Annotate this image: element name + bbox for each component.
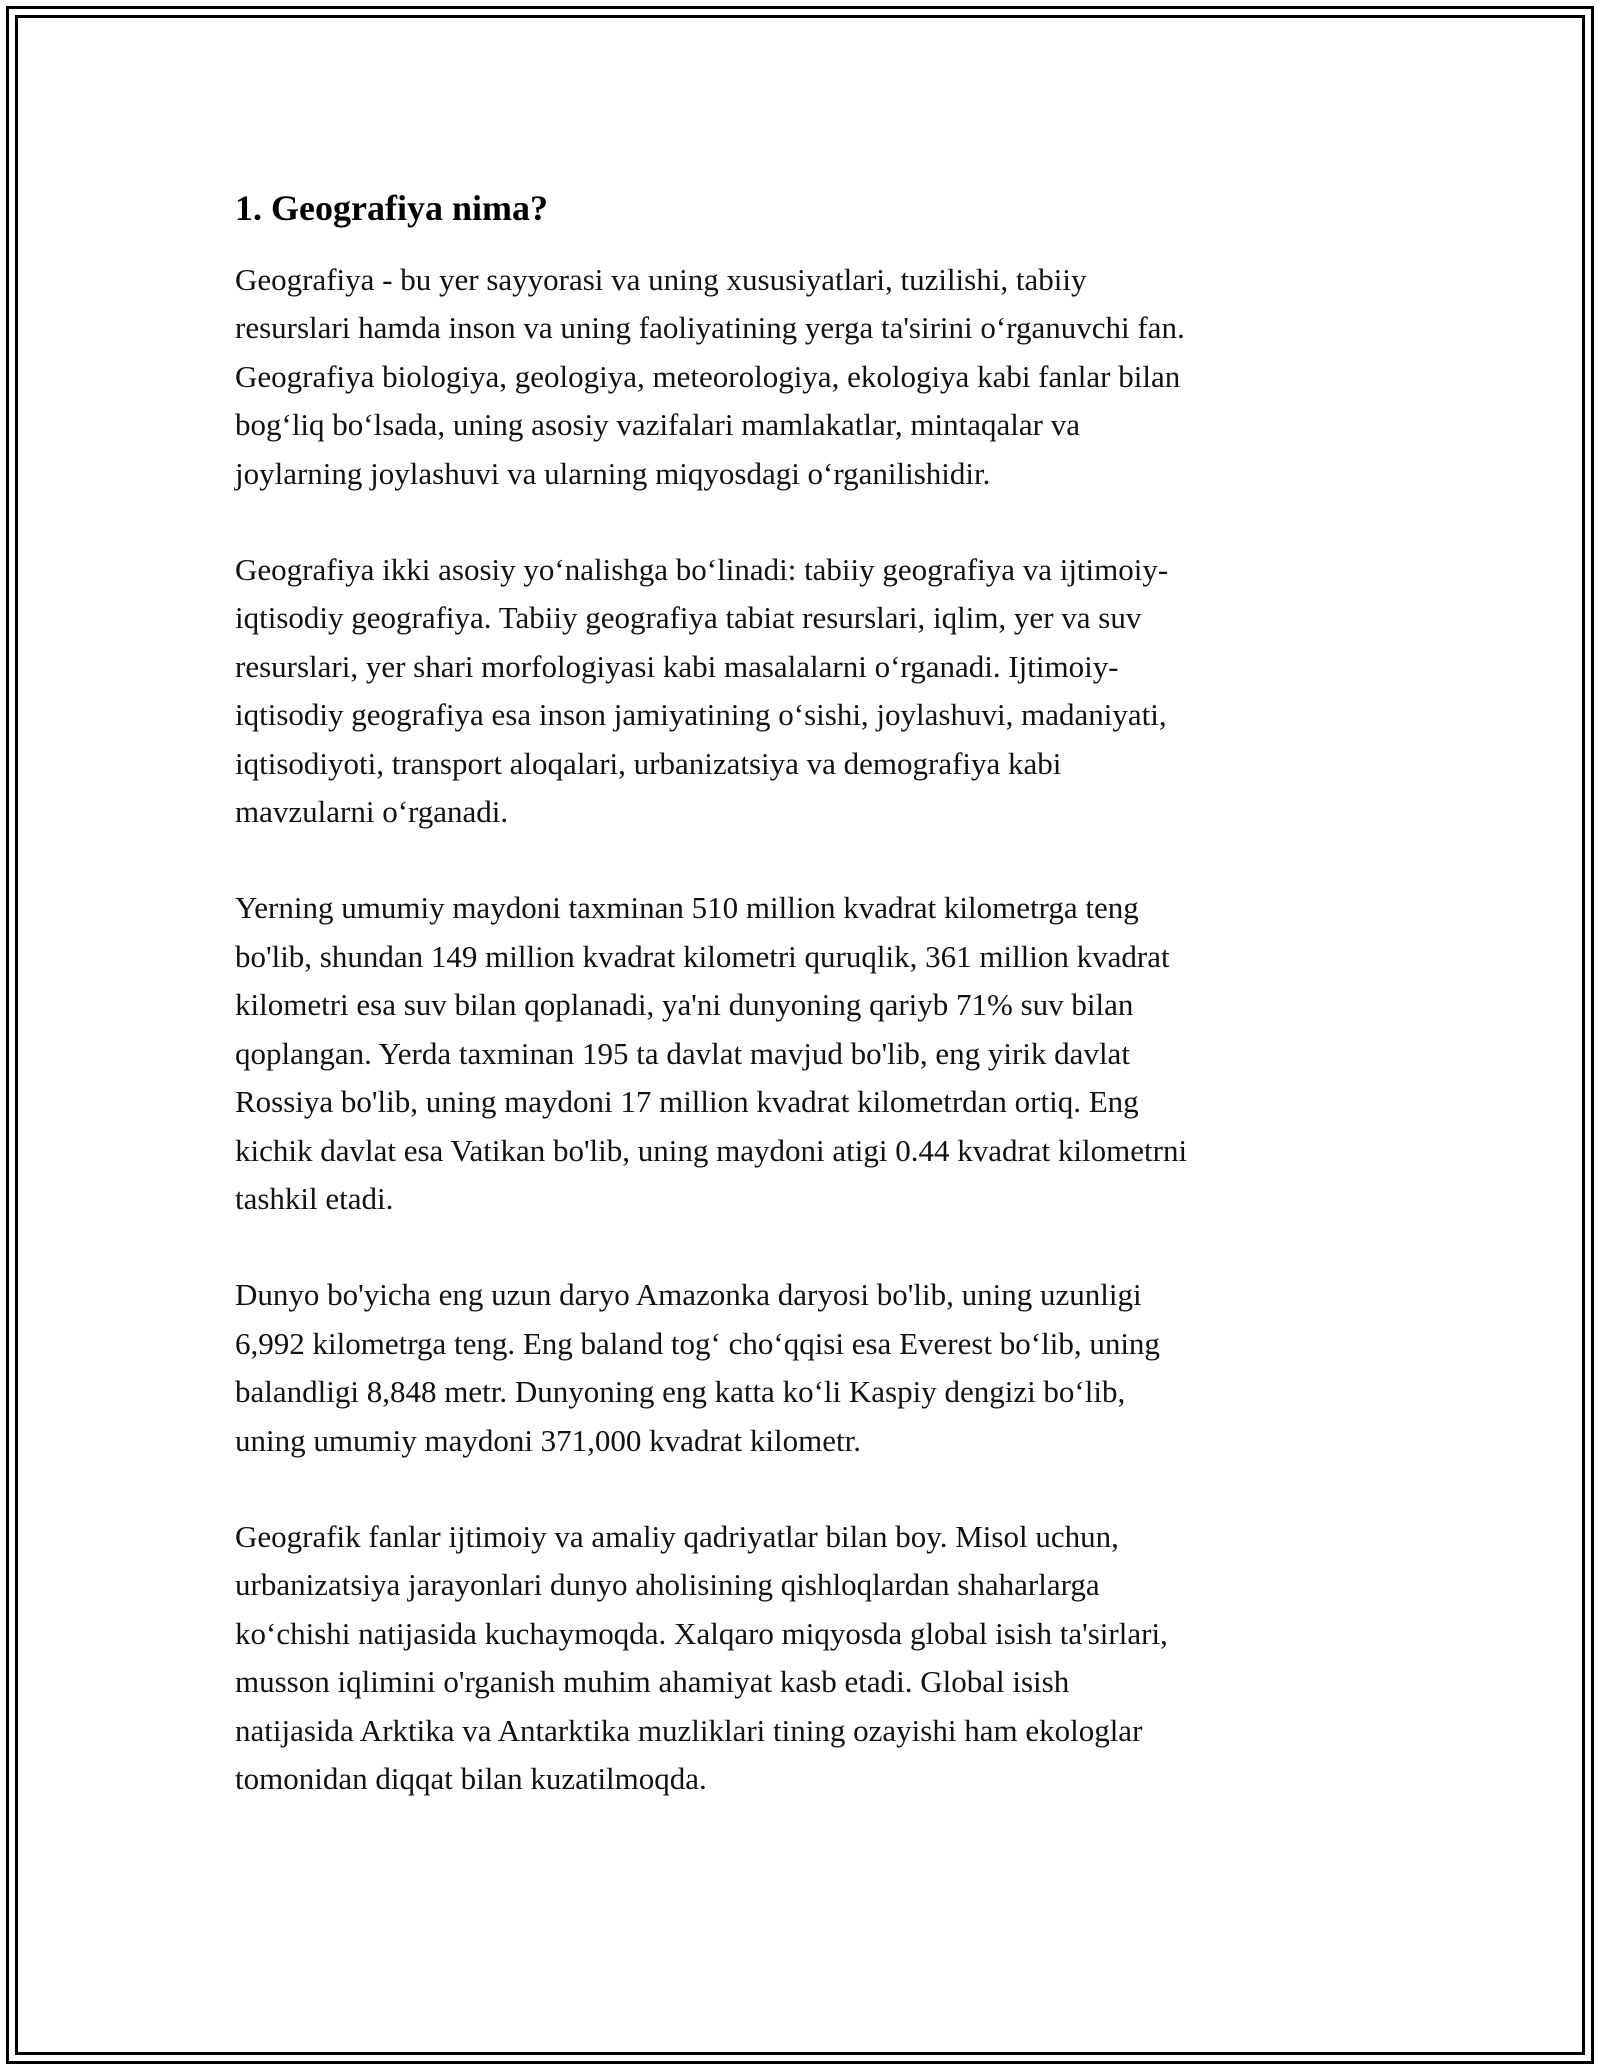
text-line: kilometri esa suv bilan qoplanadi, ya'ni dunyoning qariyb 71% suv bilan [235,987,1134,1023]
paragraph-earth-area [235,884,1380,1223]
text-line: tomonidan diqqat bilan kuzatilmoqda. [235,1760,707,1796]
text-line: Yerning umumiy maydoni taxminan 510 million kvadrat kilometrga teng [235,890,1139,926]
text-line: natijasida Arktika va Antarktika muzliklari tining ozayishi ham ekologlar [235,1712,1143,1748]
text-line: musson iqlimini o'rganish muhim ahamiyat kasb etadi. Global isish [235,1664,1070,1700]
document-body [235,186,1380,1851]
text-line: iqtisodiy geografiya. Tabiiy geografiya tabiat resurslari, iqlim, yer va suv [235,600,1142,636]
text-line: Dunyo bo'yicha eng uzun daryo Amazonka daryosi bo'lib, uning uzunligi [235,1277,1142,1313]
text-line: urbanizatsiya jarayonlari dunyo aholisining qishloqlardan shaharlarga [235,1567,1100,1603]
paragraph-applied-values [235,1513,1380,1803]
text-line: Rossiya bo'lib, uning maydoni 17 million kvadrat kilometrdan ortiq. Eng [235,1084,1139,1120]
text-line: kichik davlat esa Vatikan bo'lib, uning maydoni atigi 0.44 kvadrat kilometrni [235,1132,1188,1168]
paragraph-branches [235,546,1380,836]
text-line: Geografiya ikki asosiy yo‘nalishga bo‘linadi: tabiiy geografiya va ijtimoiy- [235,552,1169,588]
text-line: ko‘chishi natijasida kuchaymoqda. Xalqaro miqyosda global isish ta'sirlari, [235,1615,1168,1651]
paragraph-records [235,1271,1380,1465]
text-line: mavzularni o‘rganadi. [235,794,509,830]
text-line: Geografiya biologiya, geologiya, meteorologiya, ekologiya kabi fanlar bilan [235,358,1181,394]
text-line: Geografik fanlar ijtimoiy va amaliy qadriyatlar bilan boy. Misol uchun, [235,1518,1119,1554]
text-line: iqtisodiyoti, transport aloqalari, urbanizatsiya va demografiya kabi [235,745,1062,781]
text-line: joylarning joylashuvi va ularning miqyosdagi o‘rganilishidir. [235,455,991,491]
text-line: tashkil etadi. [235,1180,394,1216]
text-line: Geografiya - bu yer sayyorasi va uning xususiyatlari, tuzilishi, tabiiy [235,262,1087,297]
text-line: resurslari hamda inson va uning faoliyatining yerga ta'sirini o‘rganuvchi fan. [235,310,1185,346]
text-line: 6,992 kilometrga teng. Eng baland tog‘ cho‘qqisi esa Everest bo‘lib, uning [235,1325,1160,1361]
text-line: balandligi 8,848 metr. Dunyoning eng katta ko‘li Kaspiy dengizi bo‘lib, [235,1374,1126,1410]
text-line: qoplangan. Yerda taxminan 195 ta davlat mavjud bo'lib, eng yirik davlat [235,1035,1130,1071]
text-line: bog‘liq bo‘lsada, uning asosiy vazifalari mamlakatlar, mintaqalar va [235,407,1080,443]
document-heading: 1. Geografiya nima? [235,188,548,228]
text-line: iqtisodiy geografiya esa inson jamiyatining o‘sishi, joylashuvi, madaniyati, [235,697,1167,733]
text-line: resurslari, yer shari morfologiyasi kabi masalalarni o‘rganadi. Ijtimoiy- [235,648,1119,684]
paragraph-definition [235,256,1380,498]
text-line: uning umumiy maydoni 371,000 kvadrat kilometr. [235,1422,861,1458]
text-line: bo'lib, shundan 149 million kvadrat kilometri quruqlik, 361 million kvadrat [235,938,1170,974]
